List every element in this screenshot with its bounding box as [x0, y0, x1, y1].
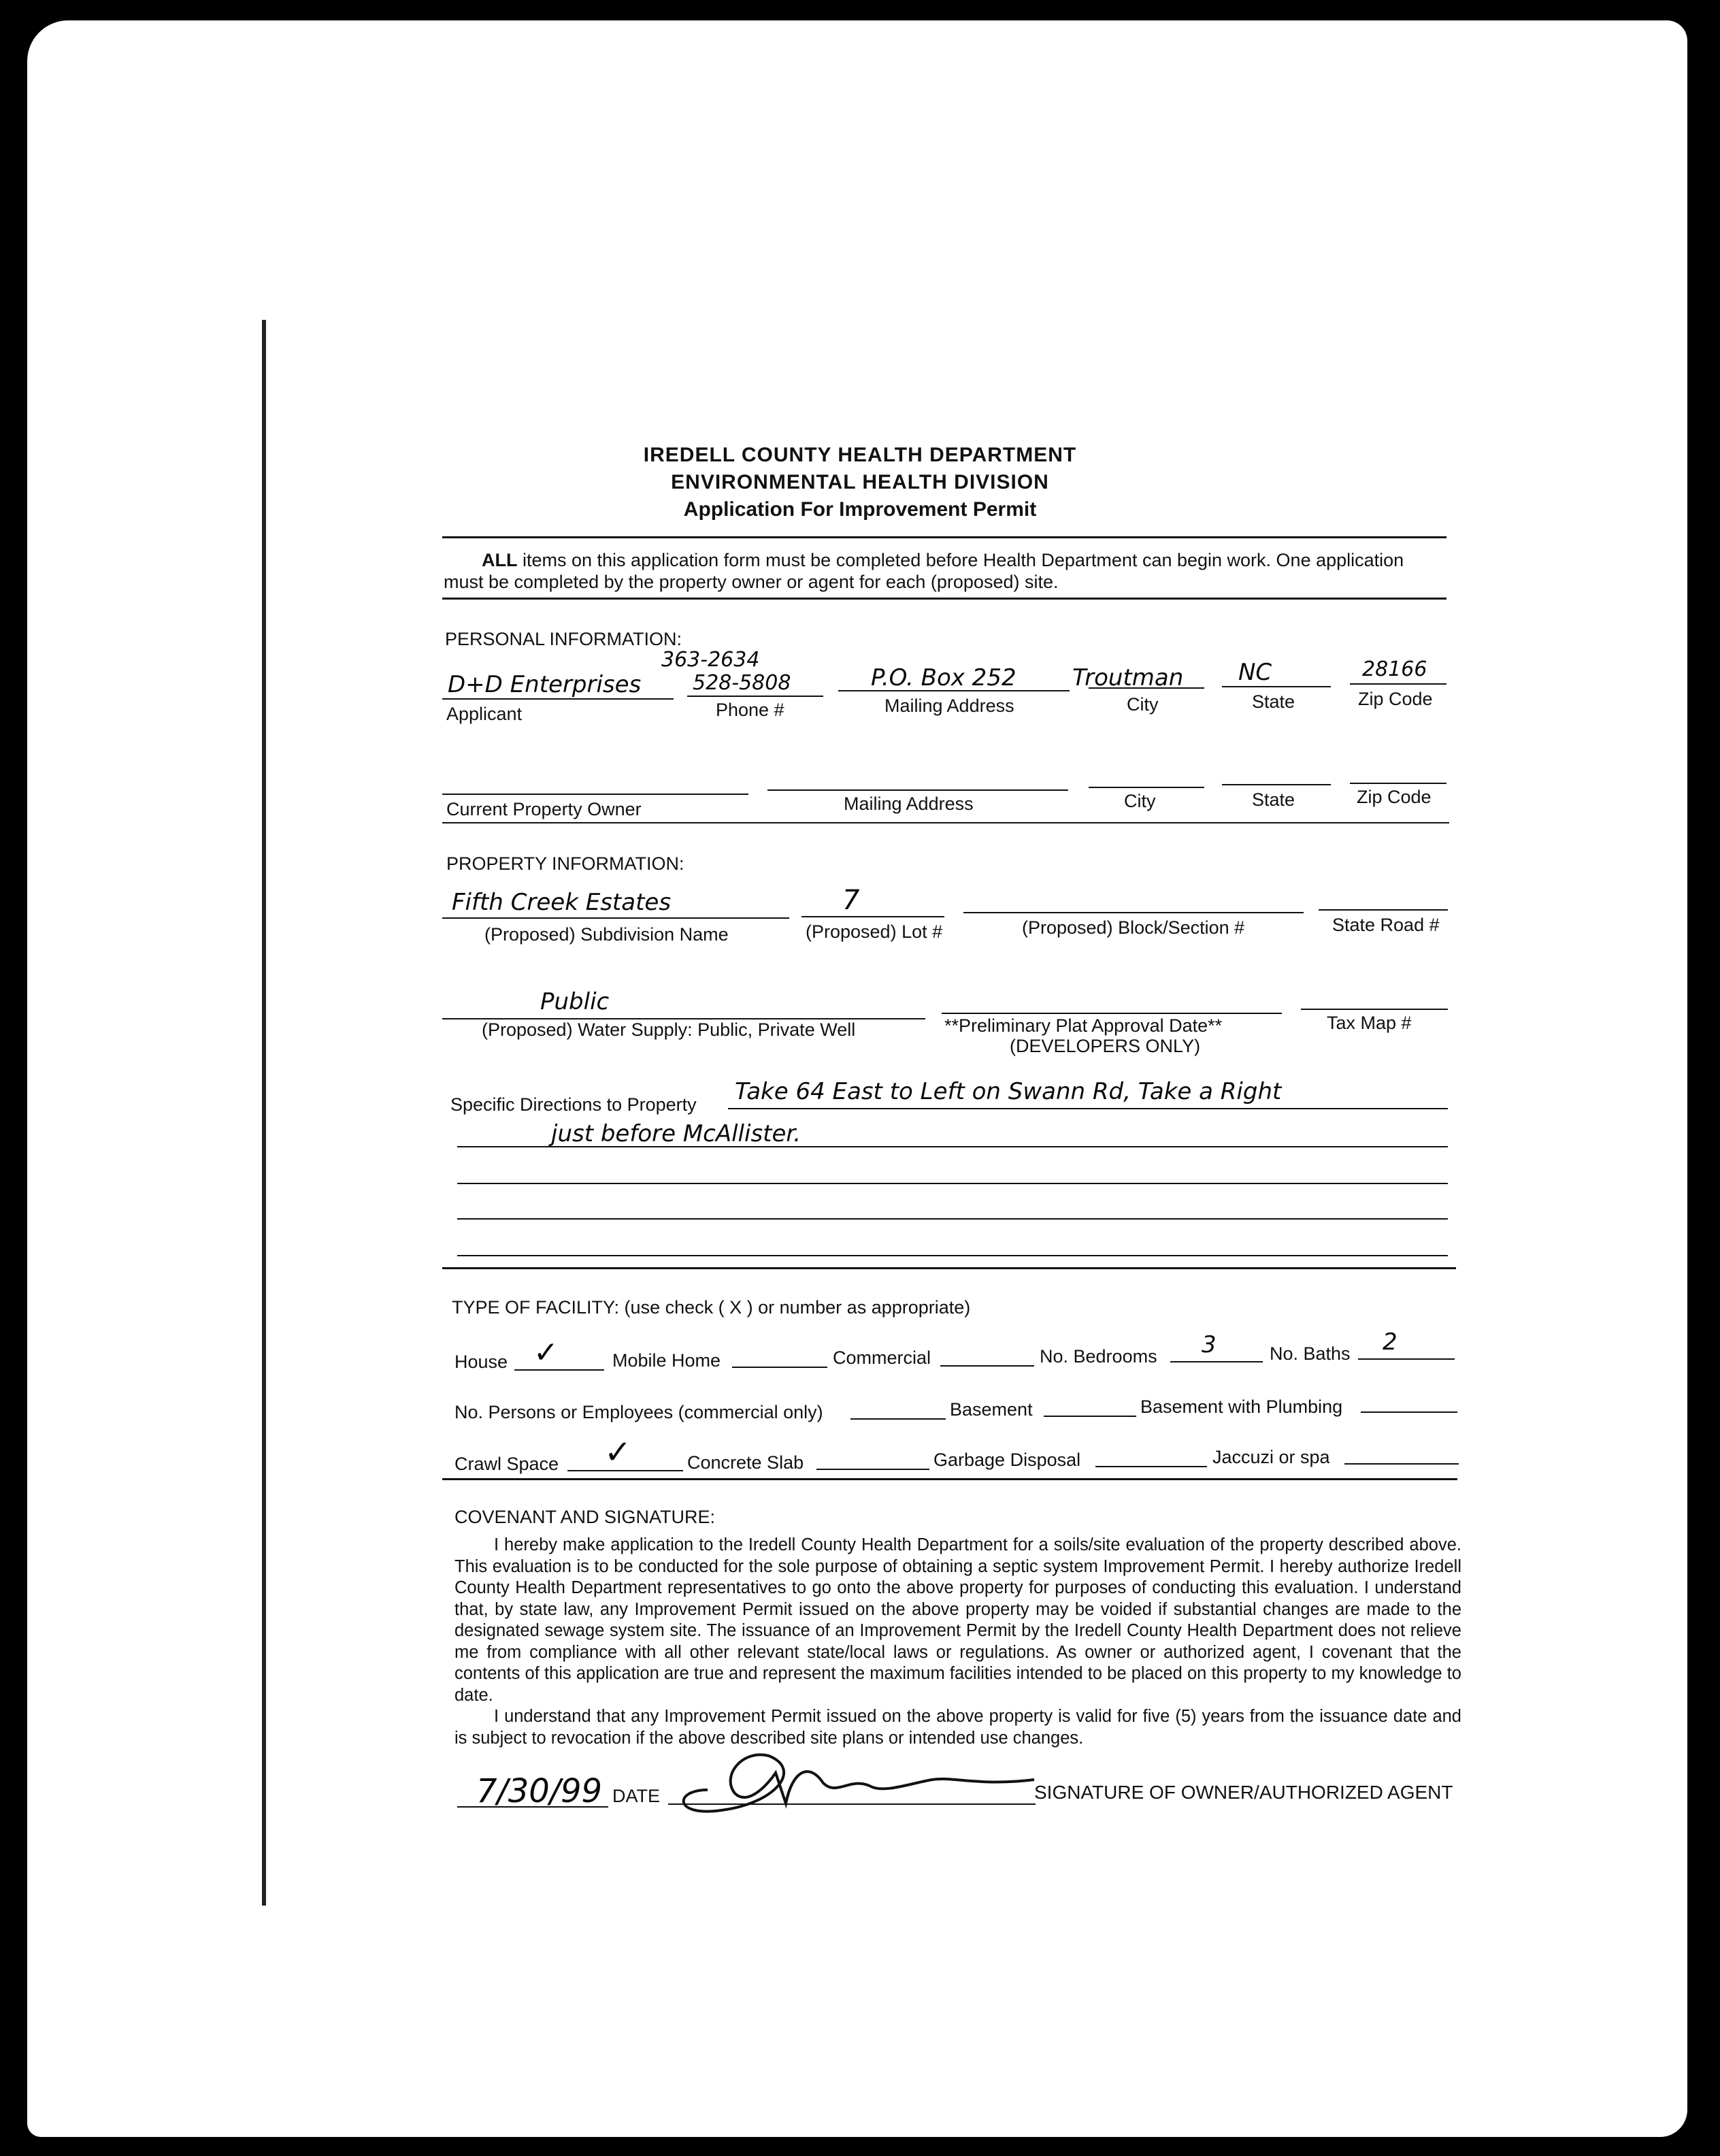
owner-state-line — [1222, 784, 1331, 785]
notice-rule — [442, 598, 1446, 600]
mobile-label: Mobile Home — [612, 1350, 721, 1371]
property-info-heading: PROPERTY INFORMATION: — [446, 853, 684, 874]
baths-label: No. Baths — [1270, 1343, 1351, 1364]
owner-state-label: State — [1252, 789, 1295, 810]
bedrooms-line — [1170, 1361, 1263, 1362]
covenant-heading: COVENANT AND SIGNATURE: — [454, 1507, 716, 1527]
directions-value-1: Take 64 East to Left on Swann Rd, Take a Right — [735, 1078, 1282, 1105]
jacuzzi-line — [1344, 1463, 1459, 1465]
mobile-line — [732, 1367, 827, 1368]
house-label: House — [454, 1352, 508, 1372]
owner-zip-line — [1350, 783, 1446, 784]
owner-mailing-line — [767, 789, 1068, 791]
phone-label: Phone # — [716, 700, 784, 720]
lot-value: 7 — [842, 885, 860, 916]
covenant-paragraph-2: I understand that any Improvement Permit issued on the above property is valid for five (5) years from the issuance date and is subject to revocation if the above described site plans or intended use changes. — [454, 1707, 1461, 1748]
directions-line-4 — [457, 1218, 1448, 1220]
road-line — [1319, 909, 1448, 911]
section-rule-3 — [442, 1478, 1457, 1480]
water-label: (Proposed) Water Supply: Public, Private Well — [482, 1019, 856, 1040]
notice-line-1: ALL items on this application form must be completed before Health Department can begin work. One application — [482, 550, 1404, 570]
owner-city-label: City — [1124, 791, 1156, 811]
plat-label: **Preliminary Plat Approval Date** — [944, 1015, 1223, 1036]
house-line — [514, 1369, 604, 1371]
lot-label: (Proposed) Lot # — [806, 921, 943, 942]
mailing-value: P.O. Box 252 — [871, 664, 1016, 691]
header-rule — [442, 536, 1446, 538]
covenant-paragraph-1: I hereby make application to the Iredell County Health Department for a soils/site evaluation of the property described above. This evaluation is to be conducted for the sole purpose of obtaining a septic system Improvement Permit. I hereby authorize Iredell County Health Department representatives to go onto the above property for purposes of conducting this evaluation. I understand that, by state law, any Improvement Permit issued on the above property may be voided if substantial changes are made to the designated sewage system site. The issuance of an Improvement Permit by the Iredell County Health Department does not relieve me from compliance with all other relevant state/local laws or regulations. As owner or authorized agent, I covenant that the contents of this application are true and represent the maximum facilities intended to be placed on this property to my knowledge to date. — [454, 1535, 1461, 1705]
mailing-line — [838, 690, 1070, 691]
section-rule-2 — [442, 1267, 1456, 1269]
slab-line — [816, 1469, 929, 1470]
garbage-label: Garbage Disposal — [933, 1450, 1081, 1470]
slab-label: Concrete Slab — [687, 1452, 804, 1473]
crawl-line — [567, 1470, 683, 1471]
date-line — [457, 1806, 608, 1808]
covenant-text — [454, 1535, 1461, 1749]
persons-label: No. Persons or Employees (commercial only) — [454, 1402, 823, 1422]
zip-value: 28166 — [1362, 657, 1427, 681]
applicant-value: D+D Enterprises — [448, 671, 642, 698]
city-line — [1089, 687, 1204, 689]
section-rule-1 — [442, 822, 1449, 823]
notice-line-2: must be completed by the property owner or agent for each (proposed) site. — [444, 572, 1059, 592]
facility-heading: TYPE OF FACILITY: (use check ( X ) or number as appropriate) — [452, 1297, 971, 1318]
city-value: Troutman — [1072, 664, 1184, 691]
bedrooms-label: No. Bedrooms — [1040, 1346, 1157, 1367]
date-label: DATE — [612, 1786, 661, 1806]
plat-line — [942, 1013, 1282, 1014]
owner-label: Current Property Owner — [446, 799, 642, 819]
zip-line — [1350, 683, 1446, 685]
owner-zip-label: Zip Code — [1357, 787, 1432, 807]
applicant-label: Applicant — [446, 704, 523, 724]
basement-plumbing-line — [1361, 1411, 1457, 1413]
bedrooms-value: 3 — [1202, 1331, 1217, 1358]
crawl-check: ✓ — [604, 1433, 632, 1471]
road-label: State Road # — [1332, 915, 1440, 935]
phone-line — [687, 696, 823, 697]
plat-note: (DEVELOPERS ONLY) — [1010, 1036, 1201, 1056]
form-title: Application For Improvement Permit — [683, 498, 1037, 521]
directions-line-2 — [457, 1146, 1448, 1147]
zip-label: Zip Code — [1358, 689, 1433, 709]
mailing-label: Mailing Address — [884, 696, 1014, 716]
state-label: State — [1252, 691, 1295, 712]
water-value: Public — [540, 988, 610, 1015]
jacuzzi-label: Jaccuzi or spa — [1212, 1447, 1330, 1467]
subdivision-line — [442, 917, 789, 919]
basement-plumbing-label: Basement with Plumbing — [1140, 1396, 1343, 1417]
baths-value: 2 — [1383, 1328, 1398, 1356]
signature-label: SIGNATURE OF OWNER/AUTHORIZED AGENT — [1034, 1782, 1453, 1803]
house-check: ✓ — [533, 1335, 559, 1370]
personal-info-heading: PERSONAL INFORMATION: — [445, 629, 682, 649]
city-label: City — [1127, 694, 1159, 715]
commercial-line — [940, 1365, 1034, 1367]
owner-city-line — [1089, 787, 1204, 788]
page-edge-shadow — [262, 320, 266, 1906]
phone-value-2: 528-5808 — [693, 671, 791, 695]
agency-title: IREDELL COUNTY HEALTH DEPARTMENT — [643, 444, 1077, 466]
state-line — [1222, 686, 1331, 687]
directions-label: Specific Directions to Property — [450, 1094, 697, 1115]
applicant-line — [442, 698, 674, 700]
owner-line — [442, 794, 748, 795]
directions-line-1 — [728, 1108, 1448, 1109]
basement-line — [1044, 1416, 1136, 1417]
division-title: ENVIRONMENTAL HEALTH DIVISION — [671, 471, 1049, 493]
persons-line — [850, 1418, 946, 1420]
state-value: NC — [1238, 659, 1272, 686]
directions-line-3 — [457, 1183, 1448, 1184]
baths-line — [1358, 1358, 1455, 1360]
crawl-label: Crawl Space — [454, 1454, 559, 1474]
taxmap-label: Tax Map # — [1327, 1013, 1412, 1033]
garbage-line — [1095, 1466, 1207, 1467]
directions-value-2: just before McAllister. — [551, 1120, 801, 1147]
taxmap-line — [1301, 1009, 1448, 1010]
subdivision-label: (Proposed) Subdivision Name — [484, 924, 729, 945]
basement-label: Basement — [950, 1399, 1033, 1420]
lot-line — [801, 916, 944, 917]
block-line — [963, 912, 1304, 913]
block-label: (Proposed) Block/Section # — [1022, 917, 1245, 938]
subdivision-value: Fifth Creek Estates — [452, 889, 672, 916]
directions-line-5 — [457, 1255, 1448, 1256]
date-value: 7/30/99 — [476, 1772, 603, 1810]
owner-mailing-label: Mailing Address — [844, 794, 974, 814]
phone-value-1: 363-2634 — [661, 648, 760, 672]
commercial-label: Commercial — [833, 1348, 931, 1368]
